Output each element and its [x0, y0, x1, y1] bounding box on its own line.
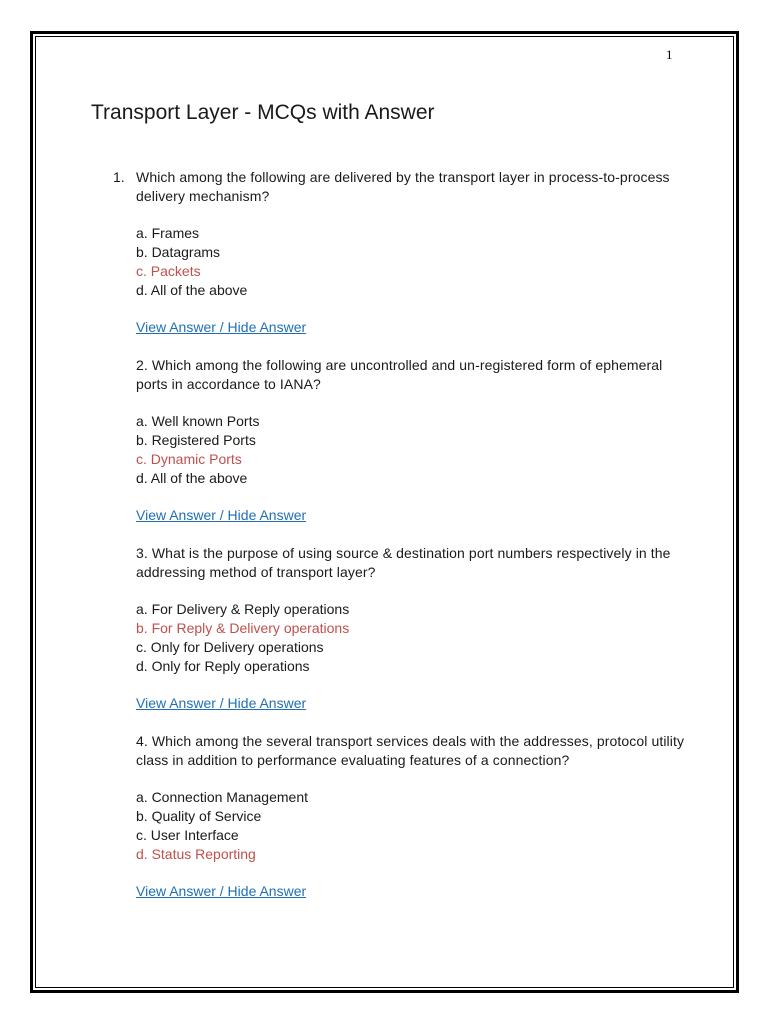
option-b: b. Quality of Service: [136, 808, 262, 824]
option-c: c. User Interface: [136, 827, 239, 843]
option-d: d. Only for Reply operations: [136, 658, 310, 674]
view-answer-link[interactable]: View Answer / Hide Answer: [136, 319, 307, 335]
question-text: 4. Which among the several transport services deals with the addresses, protocol utility class in addition to performance evaluating features of a connection?: [136, 733, 685, 768]
option-d: d. All of the above: [136, 282, 248, 298]
option-a: a. For Delivery & Reply operations: [136, 601, 350, 617]
view-answer-link[interactable]: View Answer / Hide Answer: [136, 507, 307, 523]
view-answer-link[interactable]: View Answer / Hide Answer: [136, 695, 307, 711]
option-c-correct: c. Packets: [136, 263, 201, 279]
view-answer-link[interactable]: View Answer / Hide Answer: [136, 883, 307, 899]
page-number: 1: [666, 47, 673, 62]
options-list: [136, 600, 349, 676]
option-a: a. Frames: [136, 225, 200, 241]
question-text: 2. Which among the following are uncontrolled and un-registered form of ephemeral ports in accordance to IANA?: [136, 357, 663, 392]
options-list: [136, 224, 247, 300]
option-b-correct: b. For Reply & Delivery operations: [136, 620, 350, 636]
option-c: c. Only for Delivery operations: [136, 639, 324, 655]
option-b: b. Registered Ports: [136, 432, 256, 448]
option-a: a. Well known Ports: [136, 413, 260, 429]
options-list: [136, 412, 259, 488]
option-c-correct: c. Dynamic Ports: [136, 451, 242, 467]
question-number: 1.: [113, 169, 125, 185]
option-a: a. Connection Management: [136, 789, 308, 805]
question-text: Which among the following are delivered by the transport layer in process-to-process delivery mechanism?: [136, 169, 670, 204]
option-d-correct: d. Status Reporting: [136, 846, 256, 862]
page-title: Transport Layer - MCQs with Answer: [91, 101, 435, 124]
option-b: b. Datagrams: [136, 244, 221, 260]
option-d: d. All of the above: [136, 470, 248, 486]
options-list: [136, 788, 308, 864]
question-text: 3. What is the purpose of using source & destination port numbers respectively in the addressing method of transport layer?: [136, 545, 671, 580]
